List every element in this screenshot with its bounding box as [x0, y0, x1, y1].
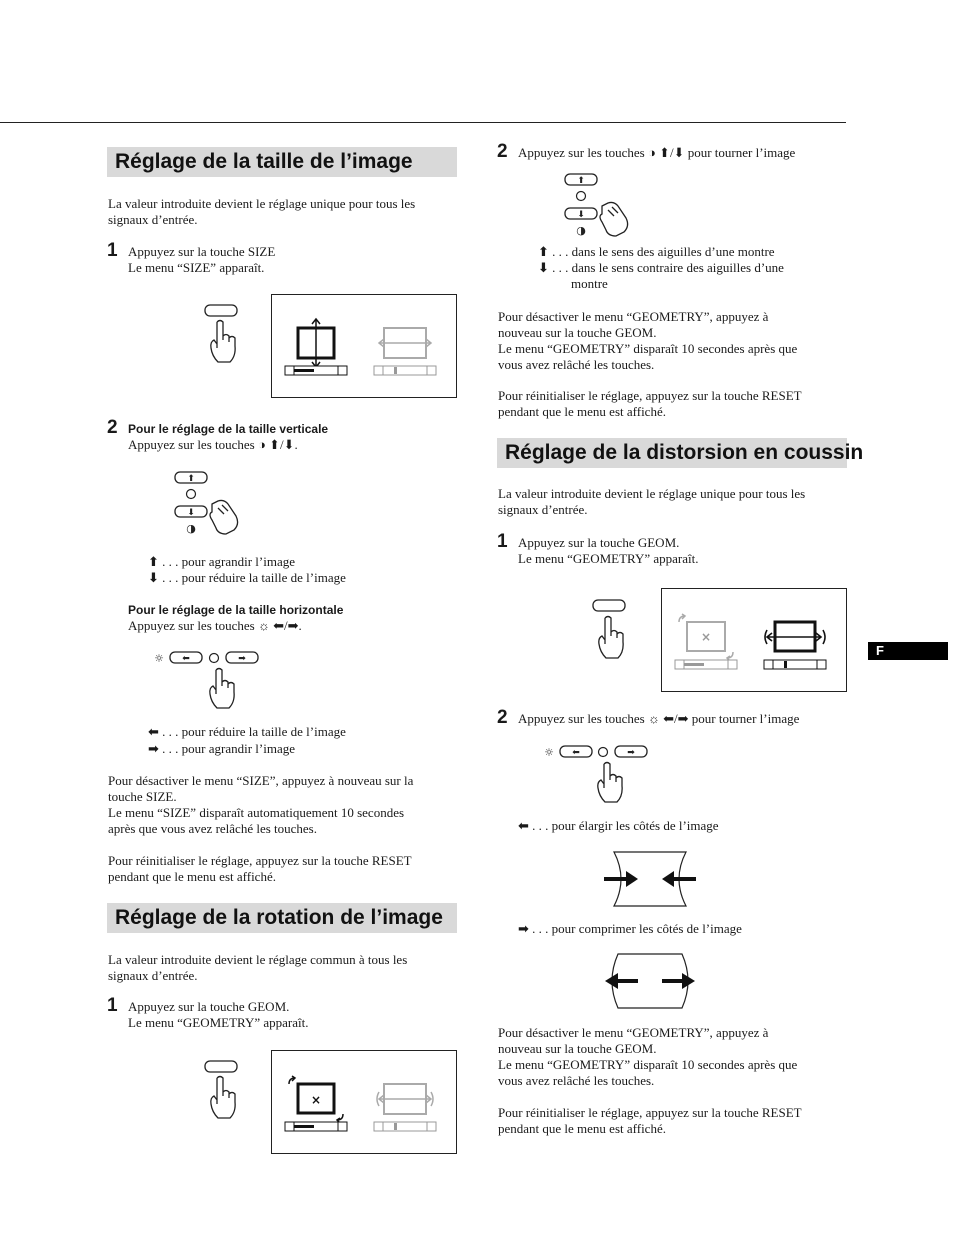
rotation-counterclockwise-note-cont: montre	[571, 276, 608, 291]
size-button-press-illustration	[200, 300, 250, 370]
pincushion-compress-note: ➡ . . . pour comprimer les côtés de l’image	[518, 921, 742, 937]
size-button	[205, 305, 237, 316]
indicator-circle	[210, 654, 219, 663]
contrast-updown-buttons-illustration	[562, 170, 642, 240]
svg-text:⬆: ⬆	[187, 474, 195, 484]
size-step1-number: 1	[107, 240, 118, 261]
pincushion-menu-screen	[661, 588, 847, 692]
pincushion-intro: La valeur introduite devient le réglage unique pour tous les signaux d’entrée.	[498, 486, 806, 517]
pointing-hand-icon	[210, 500, 238, 534]
geom-button	[205, 1061, 237, 1072]
svg-text:⬇: ⬇	[577, 210, 585, 220]
pincushion-widen-note: ⬅ . . . pour élargir les côtés de l’image	[518, 818, 719, 834]
size-step2-number: 2	[107, 417, 118, 438]
pointing-hand-icon	[211, 1077, 235, 1119]
size-vertical-down-note: ⬇ . . . pour réduire la taille de l’image	[148, 570, 346, 586]
indicator-circle	[599, 748, 608, 757]
rotation-clockwise-note: ⬆ . . . dans le sens des aiguilles d’une montre	[538, 244, 775, 260]
svg-text:➡: ➡	[627, 748, 635, 758]
size-vertical-heading: Pour le réglage de la taille verticale	[128, 422, 329, 436]
rotation-menu-screen	[271, 1050, 457, 1154]
size-section-title: Réglage de la taille de l’image	[107, 147, 457, 177]
pincushion-step1-number: 1	[497, 531, 508, 552]
svg-text:×: ×	[700, 630, 712, 644]
size-step1-text: Appuyez sur la touche SIZE Le menu “SIZE” apparaît.	[128, 244, 276, 275]
size-reset-paragraph: Pour réinitialiser le réglage, appuyez sur la touche RESET pendant que le menu est affiché.	[108, 853, 412, 884]
size-vertical-up-note: ⬆ . . . pour agrandir l’image	[148, 554, 295, 570]
rotation-intro: La valeur introduite devient le réglage commun à tous les signaux d’entrée.	[108, 952, 408, 983]
pointing-hand-icon	[599, 617, 623, 659]
header-rule	[0, 122, 846, 123]
rotation-step1-number: 1	[107, 995, 118, 1016]
pincushion-section-title: Réglage de la distorsion en coussin	[497, 438, 847, 468]
size-off-paragraph: Pour désactiver le menu “SIZE”, appuyez à nouveau sur la touche SIZE. Le menu “SIZE” disparaît automatiquement 10 secondes après que vous avez relâché les touches.	[108, 773, 414, 836]
size-horizontal-left-note: ⬅ . . . pour réduire la taille de l’image	[148, 724, 346, 740]
pointing-hand-icon	[210, 669, 234, 709]
rotation-reset-paragraph: Pour réinitialiser le réglage, appuyez sur la touche RESET pendant que le menu est affiché.	[498, 388, 802, 419]
svg-text:⬅: ⬅	[182, 654, 190, 664]
contrast-icon: ◑	[186, 522, 196, 535]
svg-text:⬅: ⬅	[572, 748, 580, 758]
rotation-step2-number: 2	[497, 141, 508, 162]
size-horizontal-right-note: ➡ . . . pour agrandir l’image	[148, 741, 295, 757]
contrast-updown-buttons-illustration	[172, 468, 252, 538]
pincushion-step2-text: Appuyez sur les touches ☼ ⬅/➡ pour tourner l’image	[518, 711, 800, 726]
size-menu-screen	[271, 294, 457, 398]
pincushion-step2-number: 2	[497, 707, 508, 728]
size-intro: La valeur introduite devient le réglage unique pour tous les signaux d’entrée.	[108, 196, 416, 227]
svg-text:⬆: ⬆	[577, 176, 585, 186]
pincushion-off-paragraph: Pour désactiver le menu “GEOMETRY”, appuyez à nouveau sur la touche GEOM. Le menu “GEOMETRY” disparaît 10 secondes après que vous avez relâché les touches.	[498, 1025, 798, 1088]
svg-text:×: ×	[310, 1093, 322, 1107]
brightness-leftright-buttons-illustration	[150, 648, 270, 712]
geom-button-press-illustration	[590, 596, 640, 666]
pincushion-compress-diagram	[600, 952, 700, 1010]
geom-button-press-illustration	[200, 1056, 250, 1126]
rotation-off-paragraph: Pour désactiver le menu “GEOMETRY”, appuyez à nouveau sur la touche GEOM. Le menu “GEOMETRY” disparaît 10 secondes après que vous avez relâché les touches.	[498, 309, 798, 372]
svg-text:⬇: ⬇	[187, 508, 195, 518]
rotation-step1-text: Appuyez sur la touche GEOM. Le menu “GEOMETRY” apparaît.	[128, 999, 309, 1030]
brightness-icon: ☼	[544, 746, 554, 759]
indicator-circle	[577, 192, 586, 201]
contrast-icon: ◑	[576, 224, 586, 237]
brightness-leftright-buttons-illustration	[540, 742, 660, 806]
pincushion-step1-text: Appuyez sur la touche GEOM. Le menu “GEOMETRY” apparaît.	[518, 535, 699, 566]
size-horizontal-heading: Pour le réglage de la taille horizontale	[128, 603, 344, 617]
pointing-hand-icon	[598, 763, 622, 803]
pincushion-reset-paragraph: Pour réinitialiser le réglage, appuyez sur la touche RESET pendant que le menu est affiché.	[498, 1105, 802, 1136]
rotation-step2-text: Appuyez sur les touches ◑ ⬆/⬇ pour tourner l’image	[518, 145, 796, 160]
language-tab: F	[868, 642, 948, 660]
brightness-icon: ☼	[154, 652, 164, 665]
pincushion-widen-diagram	[600, 850, 700, 908]
pointing-hand-icon	[211, 321, 235, 363]
size-horizontal-instruction: Appuyez sur les touches ☼ ⬅/➡.	[128, 618, 302, 633]
rotation-counterclockwise-note: ⬇ . . . dans le sens contraire des aiguilles d’une	[538, 260, 784, 276]
pointing-hand-icon	[600, 202, 628, 236]
rotation-section-title: Réglage de la rotation de l’image	[107, 903, 457, 933]
svg-text:➡: ➡	[238, 654, 246, 664]
geom-button	[593, 600, 625, 611]
size-vertical-instruction: Appuyez sur les touches ◑ ⬆/⬇.	[128, 437, 298, 452]
indicator-circle	[187, 490, 196, 499]
